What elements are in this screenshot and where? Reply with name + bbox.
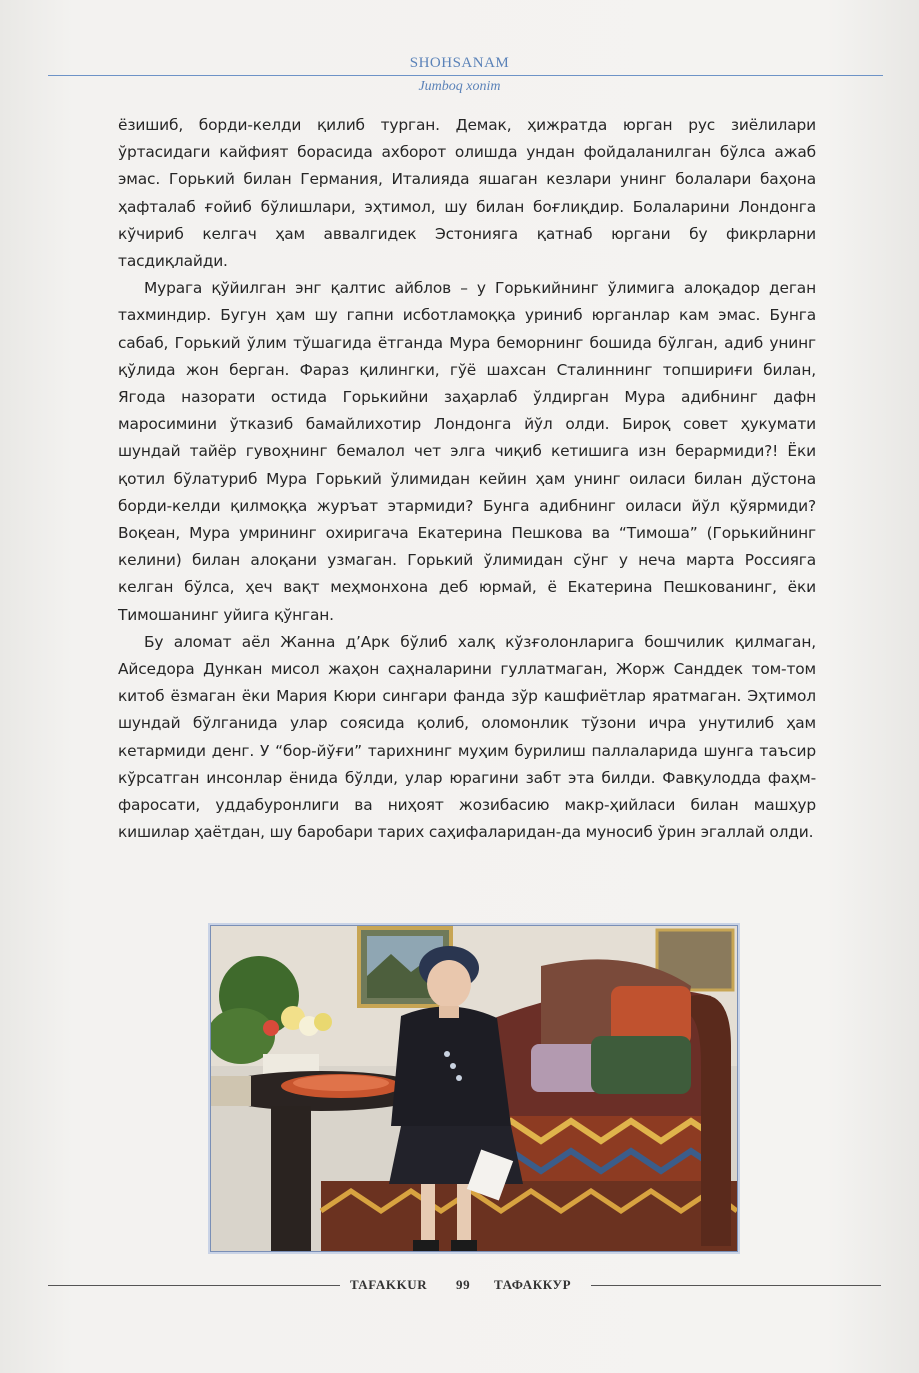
photo-elderly-woman-on-sofa <box>210 925 738 1252</box>
footer-label-cyrillic: ТАФАККУР <box>494 1277 572 1292</box>
header-subtitle: Jumboq xonim <box>418 79 501 94</box>
paragraph-2: Мурага қўйилган энг қалтис айблов – у Горькийнинг ўлимига алоқадор деган тахминдир. Бугун ҳам шу гапни исботламоққа уриниб юрганлар кам эмас. Бунга сабаб, Горький ўлим тўшагида ётганда Мура беморнинг бошида бўлган, адиб унинг қўлида жон берган. Фараз қилингки, гўё шахсан Сталиннинг топшириғи билан, Ягода назорати остида Горькийни заҳарлаб ўлдирган Мура адибнинг дафн маросимини ўтказиб бамайлихотир Лондонга йўл олди. Бироқ совет ҳукумати шундай тайёр гувоҳнинг бемалол чет элга чиқиб кетишига изн берармиди?! Ёки қотил бўлатуриб Мура Горький ўлимидан кейин ҳам унинг оиласи билан дўстона борди-келди қилмоққа журъат этармиди? Бунга адибнинг оиласи йўл қўярмиди? Воқеан, Мура умрининг охиригача Екатерина Пешкова ва “Тимоша” (Горькийнинг келини) билан алоқани узмаган. Горький ўлимидан сўнг у неча марта Россияга келган бўлса, ҳеч вақт меҳмонхона деб юрмай, ё Екатерина Пешкованинг, ёки Тимошанинг уйига қўнган. <box>118 279 816 624</box>
paragraph-1: ёзишиб, борди-келди қилиб турган. Демак, ҳижратда юрган рус зиёлилари ўртасидаги кайфият борасида ахборот олишда ундан фойдаланилган бўлса ажаб эмас. Горький билан Германия, Италияда яшаган кезлари унинг болалари баҳона ҳафталаб ғойиб бўлишлари, эҳтимол, шу билан боғлиқдир. Болаларини Лондонга кўчириб келгач ҳам аввалгидек Эстонияга қатнаб юргани бу фикрларни тасдиқлайди. <box>118 116 816 271</box>
footer-label-latin: TAFAKKUR <box>350 1277 428 1292</box>
header-title: SHOHSANAM <box>409 55 510 71</box>
footer-rule-left <box>48 1285 340 1286</box>
paragraph-3: Бу аломат аёл Жанна д’Арк бўлиб халқ кўзғолонларига бошчилик қилмаган, Айседора Дункан мисол жаҳон саҳналарини гуллатмаган, Жорж Санддек том-том китоб ёзмаган ёки Мария Кюри сингари фанда зўр кашфиётлар яратмаган. Эҳтимол шундай бўлганида улар соясида қолиб, оломонлик тўзони ичра унутилиб ҳам кетармиди денг. У “бор-йўғи” тарихнинг муҳим бурилиш паллаларида шунга таъсир кўрсатган инсонлар ёнида бўлди, улар юрагини забт эта билди. Фавқулодда фаҳм-фаросати, уддабуронлиги ва ниҳоят жозибасию макр-ҳийласи билан машҳур кишилар ҳаётдан, шу баробари тарих саҳифаларидан-да муносиб ўрин эгаллай олди. <box>118 632 816 842</box>
page-number: 99 <box>456 1277 471 1292</box>
photo-illustration <box>211 926 737 1251</box>
article-body <box>118 112 816 846</box>
footer-rule-right <box>591 1285 881 1286</box>
page-footer <box>0 1275 919 1295</box>
header-rule <box>48 75 883 76</box>
